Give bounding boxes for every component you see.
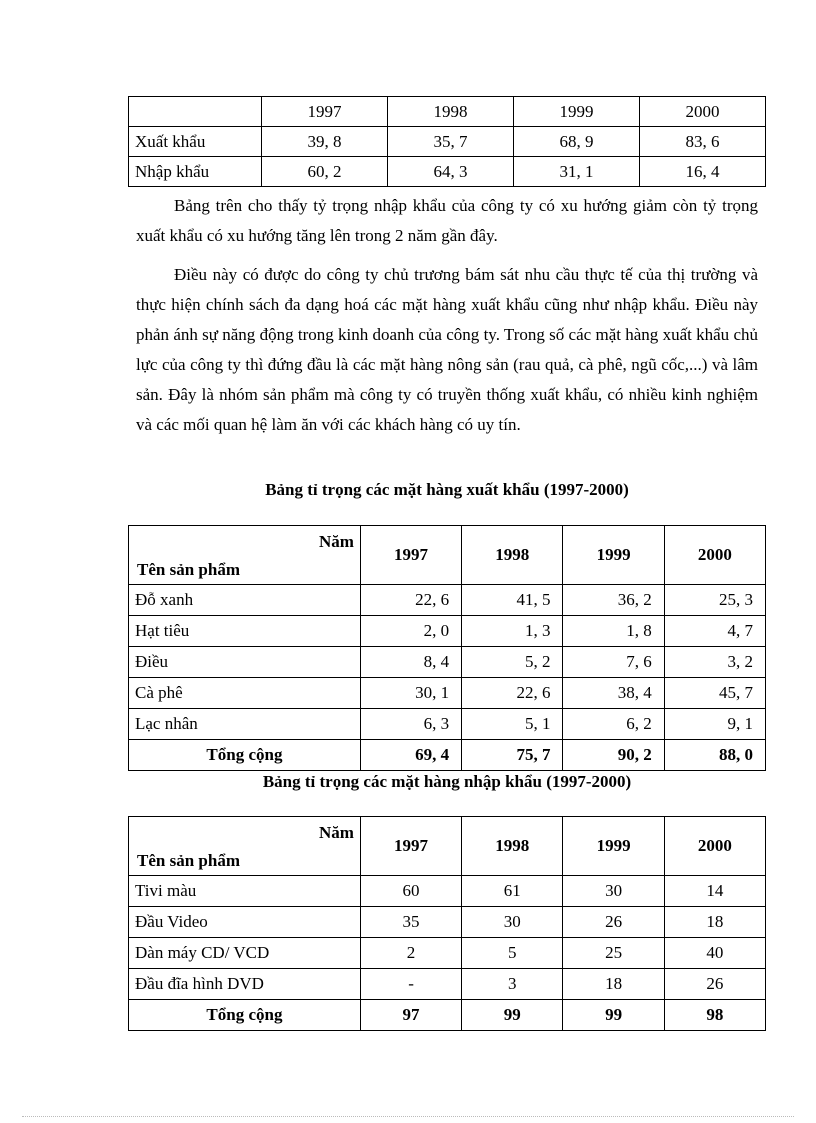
table-row bbox=[129, 678, 766, 709]
import-table-caption: Bảng tỉ trọng các mặt hàng nhập khẩu (1997-2000) bbox=[262, 772, 632, 791]
table-cell: 2 bbox=[360, 938, 461, 969]
table-cell: 5, 1 bbox=[462, 709, 563, 740]
year-header: 2000 bbox=[640, 97, 766, 127]
year-header: 1998 bbox=[388, 97, 514, 127]
row-label: Nhập khẩu bbox=[129, 157, 262, 187]
table-cell: 18 bbox=[563, 969, 664, 1000]
table-cell: 16, 4 bbox=[640, 157, 766, 187]
table-cell: 45, 7 bbox=[664, 678, 765, 709]
table-row bbox=[129, 127, 766, 157]
year-header: 1997 bbox=[262, 97, 388, 127]
table-header-row bbox=[129, 97, 766, 127]
row-label: Hạt tiêu bbox=[129, 616, 361, 647]
year-header: 1998 bbox=[462, 817, 563, 876]
year-header: 1997 bbox=[360, 817, 461, 876]
share-table bbox=[128, 96, 766, 187]
total-cell: 90, 2 bbox=[563, 740, 664, 771]
total-cell: 99 bbox=[563, 1000, 664, 1031]
table-cell: 7, 6 bbox=[563, 647, 664, 678]
header-year-label: Năm bbox=[318, 823, 354, 842]
table-row bbox=[129, 969, 766, 1000]
table-row bbox=[129, 907, 766, 938]
year-header: 1999 bbox=[563, 526, 664, 585]
row-label: Cà phê bbox=[129, 678, 361, 709]
import-table bbox=[128, 816, 766, 1031]
year-header: 1999 bbox=[563, 817, 664, 876]
row-label: Đầu đĩa hình DVD bbox=[129, 969, 361, 1000]
header-diagonal-cell bbox=[129, 526, 361, 585]
table-cell: 22, 6 bbox=[462, 678, 563, 709]
total-cell: 97 bbox=[360, 1000, 461, 1031]
paragraph-2: Điều này có được do công ty chủ trương bám sát nhu cầu thực tế của thị trường và thực hiện chính sách đa dạng hoá các mặt hàng xuất khẩu cũng như nhập khẩu. Điều này phản ánh sự năng động trong kinh doanh của công ty. Trong số các mặt hàng xuất khẩu chủ lực của công ty thì đứng đầu là các mặt hàng nông sản (rau quả, cà phê, ngũ cốc,...) và lâm sản. Đây là nhóm sản phẩm mà công ty có truyền thống xuất khẩu, có nhiều kinh nghiệm và các mối quan hệ làm ăn với các khách hàng có uy tín. bbox=[136, 265, 758, 434]
total-cell: 75, 7 bbox=[462, 740, 563, 771]
row-label: Tivi màu bbox=[129, 876, 361, 907]
table-header-row bbox=[129, 817, 766, 876]
year-header: 2000 bbox=[664, 526, 765, 585]
total-row bbox=[129, 1000, 766, 1031]
table-cell: 3, 2 bbox=[664, 647, 765, 678]
table-row bbox=[129, 876, 766, 907]
header-year-label: Năm bbox=[318, 532, 354, 551]
table-header-row bbox=[129, 526, 766, 585]
table-cell: 26 bbox=[563, 907, 664, 938]
total-cell: 99 bbox=[462, 1000, 563, 1031]
row-label: Đỗ xanh bbox=[129, 585, 361, 616]
table-cell: 83, 6 bbox=[640, 127, 766, 157]
table-cell: - bbox=[360, 969, 461, 1000]
table-cell: 61 bbox=[462, 876, 563, 907]
table-cell: 6, 2 bbox=[563, 709, 664, 740]
table-cell: 35, 7 bbox=[388, 127, 514, 157]
table-cell: 4, 7 bbox=[664, 616, 765, 647]
row-label: Điều bbox=[129, 647, 361, 678]
table-cell: 5 bbox=[462, 938, 563, 969]
table-cell: 38, 4 bbox=[563, 678, 664, 709]
table-cell: 60 bbox=[360, 876, 461, 907]
table-cell: 3 bbox=[462, 969, 563, 1000]
year-header: 1999 bbox=[514, 97, 640, 127]
row-label: Xuất khẩu bbox=[129, 127, 262, 157]
table-row bbox=[129, 157, 766, 187]
header-product-label: Tên sản phẩm bbox=[137, 851, 240, 870]
row-label: Dàn máy CD/ VCD bbox=[129, 938, 361, 969]
row-label: Đầu Video bbox=[129, 907, 361, 938]
paragraph-1: Bảng trên cho thấy tỷ trọng nhập khẩu của công ty có xu hướng giảm còn tỷ trọng xuất khẩu có xu hướng tăng lên trong 2 năm gần đây. bbox=[136, 196, 758, 245]
table-cell: 9, 1 bbox=[664, 709, 765, 740]
table-row bbox=[129, 585, 766, 616]
export-table bbox=[128, 525, 766, 771]
total-cell: 69, 4 bbox=[360, 740, 461, 771]
table-cell: 8, 4 bbox=[360, 647, 461, 678]
table-cell: 14 bbox=[664, 876, 765, 907]
year-header: 1998 bbox=[462, 526, 563, 585]
table-row bbox=[129, 938, 766, 969]
table-cell: 41, 5 bbox=[462, 585, 563, 616]
total-label: Tổng cộng bbox=[129, 740, 361, 771]
table-cell: 6, 3 bbox=[360, 709, 461, 740]
table-corner-cell bbox=[129, 97, 262, 127]
table-cell: 1, 8 bbox=[563, 616, 664, 647]
table-cell: 64, 3 bbox=[388, 157, 514, 187]
table-cell: 22, 6 bbox=[360, 585, 461, 616]
table-cell: 30, 1 bbox=[360, 678, 461, 709]
table-cell: 30 bbox=[462, 907, 563, 938]
table-row bbox=[129, 647, 766, 678]
table-cell: 68, 9 bbox=[514, 127, 640, 157]
total-cell: 88, 0 bbox=[664, 740, 765, 771]
table-cell: 31, 1 bbox=[514, 157, 640, 187]
table-cell: 18 bbox=[664, 907, 765, 938]
total-label: Tổng cộng bbox=[129, 1000, 361, 1031]
table-cell: 26 bbox=[664, 969, 765, 1000]
table-cell: 36, 2 bbox=[563, 585, 664, 616]
table-cell: 30 bbox=[563, 876, 664, 907]
table-cell: 1, 3 bbox=[462, 616, 563, 647]
table-cell: 39, 8 bbox=[262, 127, 388, 157]
page-bottom-divider bbox=[22, 1116, 794, 1117]
table-cell: 25 bbox=[563, 938, 664, 969]
table-cell: 2, 0 bbox=[360, 616, 461, 647]
row-label: Lạc nhân bbox=[129, 709, 361, 740]
header-product-label: Tên sản phẩm bbox=[137, 560, 240, 579]
table-row bbox=[129, 709, 766, 740]
export-table-caption: Bảng tỉ trọng các mặt hàng xuất khẩu (1997-2000) bbox=[265, 480, 629, 499]
table-row bbox=[129, 616, 766, 647]
table-cell: 5, 2 bbox=[462, 647, 563, 678]
total-row bbox=[129, 740, 766, 771]
total-cell: 98 bbox=[664, 1000, 765, 1031]
year-header: 1997 bbox=[360, 526, 461, 585]
header-diagonal-cell bbox=[129, 817, 361, 876]
table-cell: 60, 2 bbox=[262, 157, 388, 187]
year-header: 2000 bbox=[664, 817, 765, 876]
table-cell: 40 bbox=[664, 938, 765, 969]
table-cell: 25, 3 bbox=[664, 585, 765, 616]
table-cell: 35 bbox=[360, 907, 461, 938]
